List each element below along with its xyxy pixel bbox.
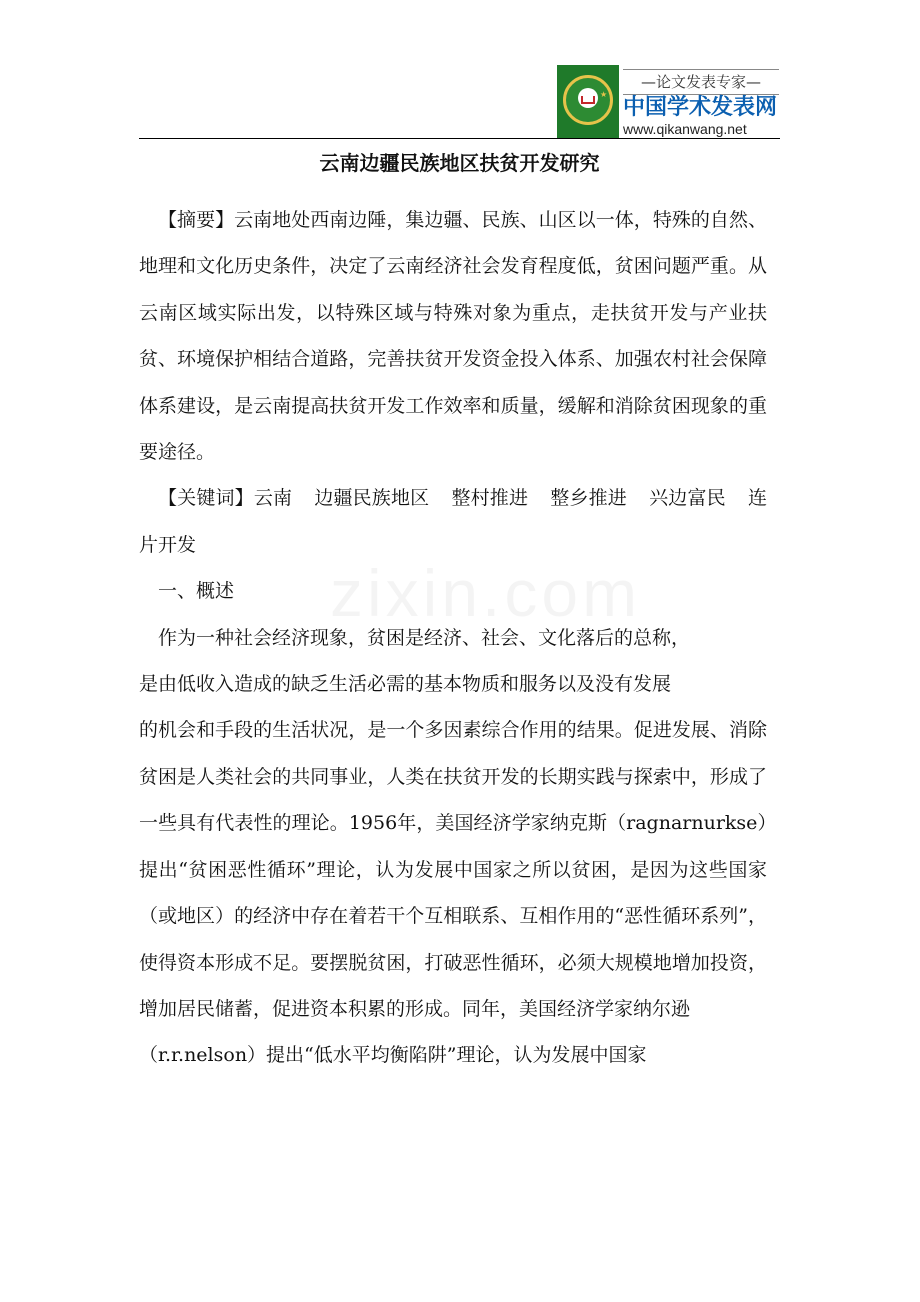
- body-paragraph-line: 是由低收入造成的缺乏生活必需的基本物质和服务以及没有发展: [139, 673, 672, 696]
- logo-url: www.qikanwang.net: [623, 121, 747, 137]
- abstract-paragraph: 【摘要】云南地处西南边陲，集边疆、民族、山区以一体，特殊的自然、地理和文化历史条件，决定了云南经济社会发育程度低，贫困问题严重。从云南区域实际出发，以特殊区域与特殊对象为重点，走扶贫开发与产业扶贫、环境保护相结合道路，完善扶贫开发资金投入体系、加强农村社会保障体系建设，是云南提高扶贫开发工作效率和质量，缓解和消除贫困现象的重要途径。: [139, 209, 767, 464]
- keyword: 整乡推进: [550, 487, 627, 510]
- site-logo: [557, 65, 779, 138]
- header-rule: [139, 138, 780, 139]
- keyword: 边疆民族地区: [314, 487, 430, 510]
- logo-slogan: —论文发表专家—: [623, 69, 779, 95]
- keyword: 兴边富民: [648, 487, 726, 510]
- keyword: 连片开发: [139, 487, 767, 556]
- keywords-label: 【关键词】: [158, 487, 254, 510]
- page-title: 云南边疆民族地区扶贫开发研究: [319, 151, 600, 175]
- document-body: [139, 197, 767, 1079]
- section-heading: 一、概述: [158, 580, 235, 603]
- keyword: 整村推进: [451, 487, 529, 510]
- keyword: 云南: [253, 487, 293, 510]
- body-paragraph-line: （r.r.nelson）提出“低水平均衡陷阱”理论，认为发展中国家: [139, 1044, 647, 1067]
- keywords-paragraph: [139, 475, 767, 568]
- body-paragraph-line: 作为一种社会经济现象，贫困是经济、社会、文化落后的总称，: [158, 626, 691, 649]
- logo-name: 中国学术发表网: [623, 95, 778, 120]
- seal-emblem-icon: ★: [557, 65, 619, 138]
- body-paragraph: 的机会和手段的生活状况，是一个多因素综合作用的结果。促进发展、消除贫困是人类社会的共同事业，人类在扶贫开发的长期实践与探索中，形成了一些具有代表性的理论。1956年，美国经济学家纳克斯（ragnarnurkse）提出“贫困恶性循环”理论，认为发展中国家之所以贫困，是因为这些国家（或地区）的经济中存在着若干个互相联系、互相作用的“恶性循环系列”，使得资本形成不足。要摆脱贫困，打破恶性循环，必须大规模地增加投资，增加居民储蓄，促进资本积累的形成。同年，美国经济学家纳尔逊: [139, 719, 767, 1020]
